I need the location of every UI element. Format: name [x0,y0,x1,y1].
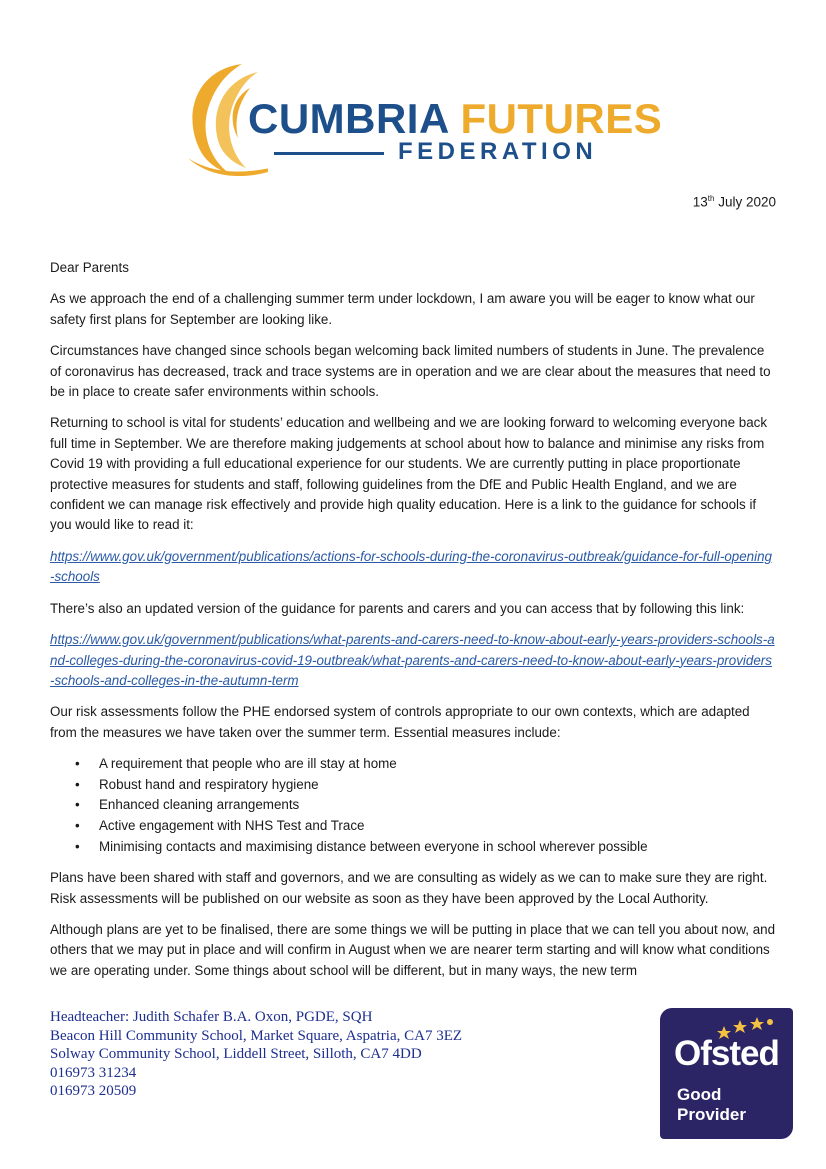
paragraph: Returning to school is vital for students’ education and wellbeing and we are looking forward to welcoming everyone back full time in September. We are therefore making judgements at school about how to balance and minimise any risks from Covid 19 with providing a full educational experience for our students. We are currently putting in place proportionate protective measures for students and staff, following guidelines from the DfE and Public Health England, and we are confident we can manage risk effectively and provide high quality education. Here is a link to the guidance for schools if you would like to read it: [50,415,768,533]
federation-logo [178,58,663,178]
measures-list [50,754,776,857]
logo-subtitle: FEDERATION [398,138,598,165]
date-month-year: July 2020 [718,194,776,210]
phone-line: 016973 31234 [50,1064,137,1081]
guidance-schools-link[interactable]: https://www.gov.uk/government/publications/actions-for-schools-during-the-coronavirus-outbreak/guidance-for-full-opening-schools [50,548,772,585]
list-item: • Enhanced cleaning arrangements [99,795,776,816]
logo-rule [274,152,384,155]
list-item: • Robust hand and respiratory hygiene [99,775,776,796]
list-item: • A requirement that people who are ill stay at home [99,754,776,775]
logo-word-futures: FUTURES [460,95,663,142]
logo-wordmark [248,95,663,142]
link-paragraph [50,547,776,588]
headteacher-line: Headteacher: Judith Schafer B.A. Oxon, PGDE, SQH [50,1009,373,1025]
ofsted-badge [660,1008,793,1139]
logo-word-cumbria: CUMBRIA [248,95,449,142]
letter-date [693,194,776,210]
phone-line: 016973 20509 [50,1083,137,1100]
guidance-parents-link[interactable]: https://www.gov.uk/government/publications/what-parents-and-carers-need-to-know-about-early-years-providers-schools-and-colleges-during-the-coronavirus-covid-19-outbreak/what-parents-and-carers-need-to-know-about-early-years-providers-schools-and-colleges-in-the-autumn-term [50,632,775,688]
list-item: • Active engagement with NHS Test and Trace [99,816,776,837]
list-item: • Minimising contacts and maximising distance between everyone in school wherever possible [99,837,776,858]
ofsted-wordmark: Ofsted [674,1034,779,1073]
salutation: Dear Parents [50,260,129,275]
address-line: Beacon Hill Community School, Market Square, Aspatria, CA7 3EZ [50,1027,463,1044]
paragraph: Although plans are yet to be finalised, there are some things we will be putting in place that we can tell you about now, and others that we may put in place and will confirm in August when we are nearer term starting and will know what conditions we are operating under. Some things about school will be different, but in many ways, the new term [50,921,776,978]
paragraph: There’s also an updated version of the guidance for parents and carers and you can access that by following this link: [50,600,745,616]
ofsted-rating-line1: Good [677,1085,722,1104]
letter-body [50,258,776,992]
date-day: 13 [692,194,708,210]
ofsted-rating-line2: Provider [677,1105,746,1124]
letterhead-footer [50,1008,462,1101]
paragraph: Our risk assessments follow the PHE endorsed system of controls appropriate to our own contexts, which are adapted from the measures we have taken over the summer term. Essential measures include: [50,704,750,740]
date-suffix: th [707,194,715,203]
paragraph: Circumstances have changed since schools began welcoming back limited numbers of students in June. The prevalence of coronavirus has decreased, track and trace systems are in operation and we are clear about the measures that need to be in place to create safer environments within schools. [50,343,771,400]
paragraph: As we approach the end of a challenging summer term under lockdown, I am aware you will be eager to know what our safety first plans for September are looking like. [50,291,755,327]
paragraph: Plans have been shared with staff and governors, and we are consulting as widely as we can to make sure they are right. Risk assessments will be published on our website as soon as they have been approved by the Local Authority. [50,870,768,906]
address-line: Solway Community School, Liddell Street, Silloth, CA7 4DD [50,1046,422,1063]
link-paragraph [50,630,776,691]
